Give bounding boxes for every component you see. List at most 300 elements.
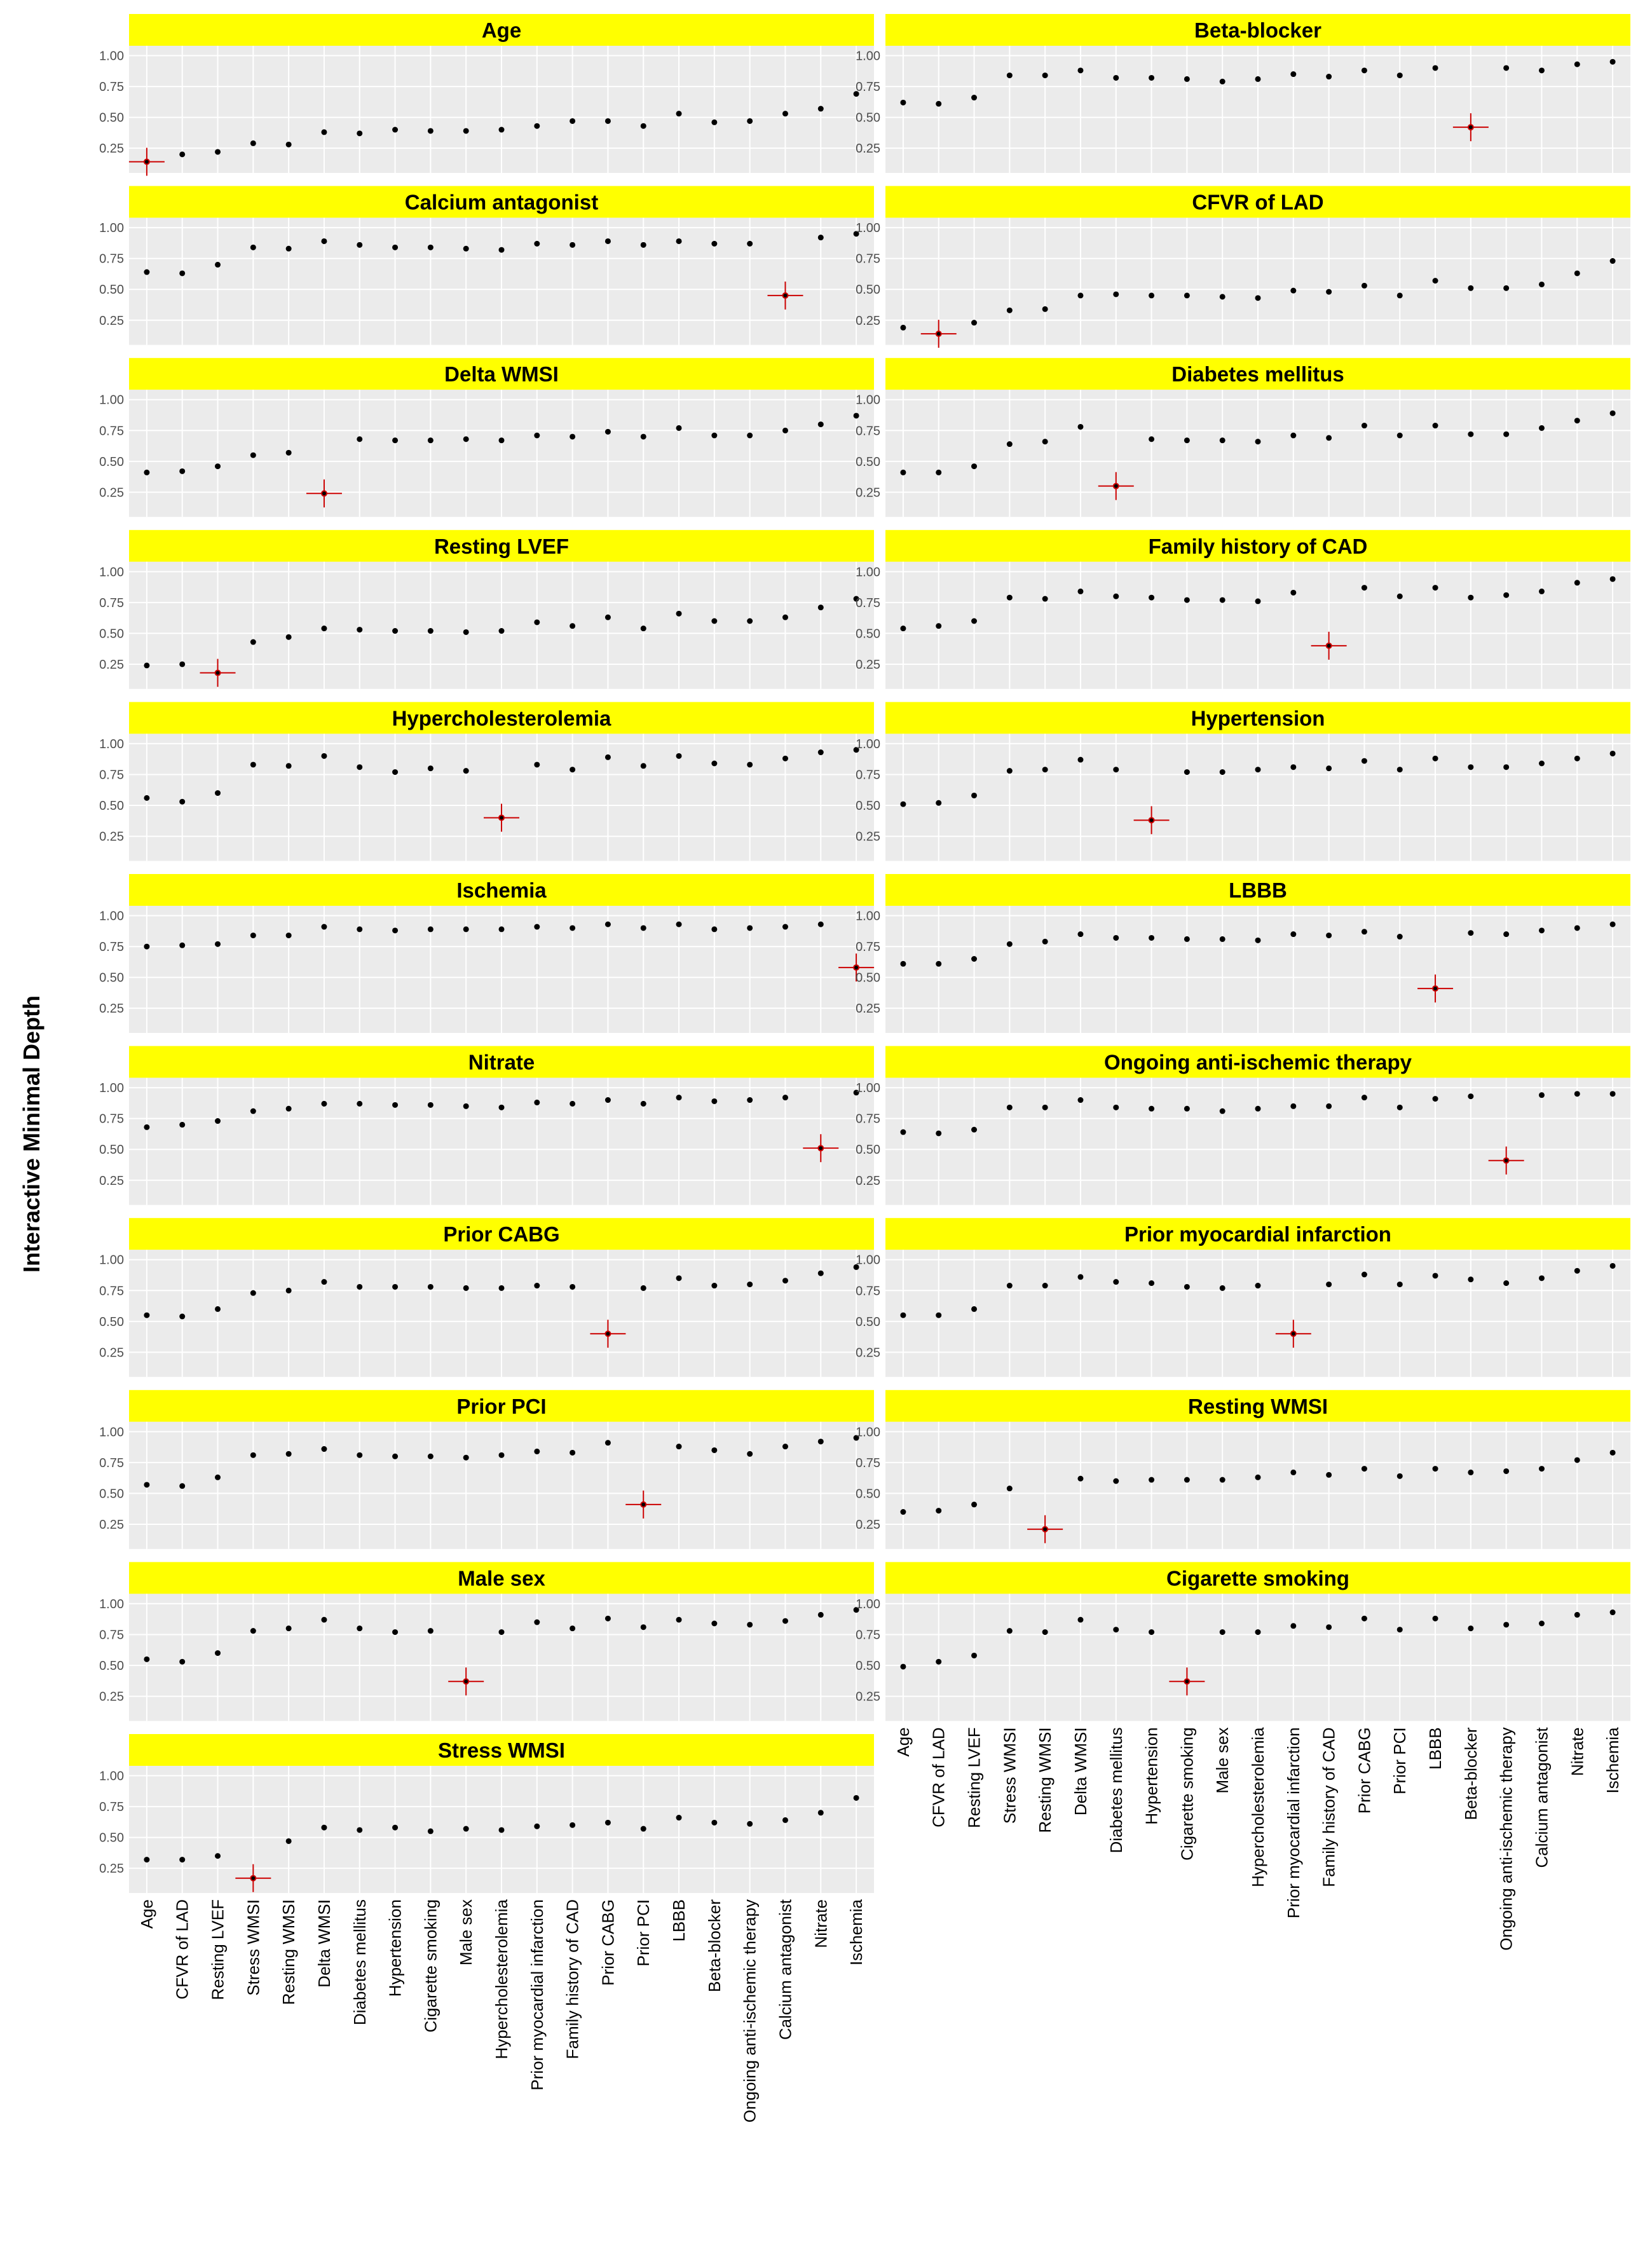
data-point bbox=[1290, 590, 1296, 596]
data-point bbox=[818, 605, 824, 610]
y-tick-label: 1.00 bbox=[856, 221, 880, 236]
data-point bbox=[641, 434, 646, 439]
data-point bbox=[605, 429, 611, 435]
data-point bbox=[215, 1853, 221, 1859]
data-point bbox=[1503, 285, 1509, 291]
data-point bbox=[641, 763, 646, 769]
data-point bbox=[1326, 289, 1332, 295]
data-point bbox=[1042, 1105, 1048, 1110]
data-point bbox=[250, 639, 256, 645]
data-point bbox=[1042, 596, 1048, 602]
x-tick-label: Beta-blocker bbox=[1461, 1727, 1480, 1821]
data-point bbox=[936, 623, 941, 629]
data-point bbox=[1610, 411, 1616, 416]
x-tick-label: Resting LVEF bbox=[964, 1727, 984, 1828]
data-point bbox=[818, 106, 824, 112]
y-tick-label: 0.50 bbox=[99, 971, 124, 985]
data-point bbox=[179, 1122, 185, 1128]
data-point bbox=[357, 436, 362, 442]
data-point bbox=[250, 1628, 256, 1634]
data-point bbox=[428, 1628, 433, 1634]
y-tick-label: 0.50 bbox=[856, 799, 880, 814]
data-point bbox=[144, 944, 149, 950]
data-point bbox=[1468, 764, 1473, 770]
data-point bbox=[1113, 75, 1119, 81]
data-point bbox=[570, 118, 575, 124]
data-point bbox=[936, 1659, 941, 1665]
data-point bbox=[1007, 941, 1013, 947]
data-point bbox=[1610, 576, 1616, 582]
y-tick-label: 1.00 bbox=[99, 393, 124, 407]
data-point bbox=[782, 1095, 788, 1100]
data-point bbox=[1077, 424, 1083, 430]
y-tick-label: 0.75 bbox=[856, 596, 880, 610]
data-point bbox=[818, 421, 824, 427]
data-point bbox=[854, 413, 859, 418]
data-point bbox=[676, 425, 682, 431]
data-point bbox=[215, 149, 221, 154]
data-point-center bbox=[606, 1332, 610, 1336]
data-point bbox=[1255, 76, 1261, 82]
data-point bbox=[1184, 769, 1190, 775]
y-tick-label: 0.75 bbox=[99, 596, 124, 610]
data-point bbox=[1077, 67, 1083, 73]
y-tick-label: 0.50 bbox=[99, 283, 124, 297]
data-point bbox=[711, 1283, 717, 1288]
data-point bbox=[357, 1101, 362, 1107]
data-point bbox=[1539, 589, 1545, 594]
data-point bbox=[286, 932, 292, 938]
data-point bbox=[499, 1827, 505, 1833]
data-point bbox=[534, 123, 540, 129]
data-point bbox=[641, 242, 646, 248]
data-point bbox=[1503, 65, 1509, 71]
data-point bbox=[144, 270, 149, 275]
data-point-center bbox=[1327, 644, 1331, 648]
data-point bbox=[1042, 939, 1048, 945]
data-point bbox=[392, 127, 398, 133]
data-point bbox=[1503, 592, 1509, 598]
data-point bbox=[357, 242, 362, 248]
data-point bbox=[1539, 282, 1545, 287]
data-point bbox=[1433, 756, 1438, 762]
data-point bbox=[1113, 1479, 1119, 1484]
data-point bbox=[900, 625, 906, 631]
data-point bbox=[534, 1283, 540, 1288]
y-tick-label: 0.50 bbox=[856, 971, 880, 985]
y-axis-label: Interactive Minimal Depth bbox=[18, 995, 44, 1273]
data-point bbox=[1326, 932, 1332, 938]
data-point-center bbox=[216, 671, 220, 675]
data-point bbox=[1007, 595, 1013, 601]
data-point bbox=[747, 925, 753, 931]
data-point bbox=[1184, 936, 1190, 942]
data-point bbox=[1362, 929, 1367, 934]
data-point bbox=[499, 926, 505, 932]
data-point bbox=[782, 924, 788, 930]
panel-title: CFVR of LAD bbox=[1192, 190, 1324, 214]
y-tick-label: 0.75 bbox=[856, 424, 880, 439]
data-point bbox=[1290, 764, 1296, 770]
data-point bbox=[428, 1454, 433, 1459]
data-point bbox=[1503, 1468, 1509, 1474]
data-point bbox=[1326, 435, 1332, 441]
data-point bbox=[463, 246, 469, 252]
data-point-center bbox=[145, 160, 149, 164]
data-point bbox=[321, 129, 327, 135]
y-tick-label: 0.50 bbox=[99, 1315, 124, 1329]
data-point bbox=[900, 1130, 906, 1135]
data-point bbox=[463, 1455, 469, 1461]
data-point bbox=[321, 1825, 327, 1831]
data-point bbox=[1255, 295, 1261, 301]
data-point bbox=[605, 118, 611, 124]
y-tick-label: 0.75 bbox=[99, 1800, 124, 1815]
data-point bbox=[534, 762, 540, 767]
data-point bbox=[250, 453, 256, 458]
data-point bbox=[1433, 1096, 1438, 1102]
x-tick-label: Ischemia bbox=[1603, 1727, 1623, 1794]
data-point bbox=[1149, 75, 1154, 81]
data-point bbox=[1326, 765, 1332, 771]
data-point bbox=[1362, 67, 1367, 73]
data-point bbox=[1468, 1276, 1473, 1282]
data-point bbox=[1255, 1475, 1261, 1480]
data-point bbox=[357, 130, 362, 136]
data-point bbox=[1397, 292, 1403, 298]
data-point bbox=[570, 925, 575, 931]
data-point bbox=[321, 625, 327, 631]
data-point-center bbox=[1043, 1527, 1047, 1531]
data-point bbox=[1042, 1629, 1048, 1635]
panel-title: LBBB bbox=[1229, 878, 1287, 902]
x-tick-label: Hypertension bbox=[385, 1899, 405, 1997]
data-point bbox=[747, 1281, 753, 1287]
data-point bbox=[1433, 1616, 1438, 1622]
y-tick-label: 1.00 bbox=[856, 1081, 880, 1096]
data-point bbox=[1539, 425, 1545, 431]
data-point bbox=[1362, 283, 1367, 289]
data-point bbox=[144, 795, 149, 801]
data-point bbox=[1433, 1273, 1438, 1278]
data-point bbox=[1574, 1457, 1580, 1463]
data-point bbox=[1255, 439, 1261, 444]
data-point bbox=[747, 118, 753, 124]
data-point bbox=[1574, 580, 1580, 585]
x-tick-label: Nitrate bbox=[811, 1899, 831, 1948]
y-tick-label: 1.00 bbox=[99, 221, 124, 236]
data-point bbox=[1610, 1450, 1616, 1456]
data-point bbox=[428, 926, 433, 932]
data-point bbox=[463, 1826, 469, 1832]
data-point bbox=[782, 615, 788, 620]
x-tick-label: LBBB bbox=[1426, 1727, 1445, 1770]
data-point bbox=[971, 320, 977, 325]
data-point bbox=[782, 428, 788, 434]
data-point bbox=[1433, 1466, 1438, 1472]
y-tick-label: 0.25 bbox=[99, 1517, 124, 1532]
data-point bbox=[1113, 1627, 1119, 1632]
data-point bbox=[1574, 756, 1580, 762]
data-point bbox=[1326, 1624, 1332, 1630]
data-point bbox=[144, 662, 149, 668]
data-point bbox=[1574, 1091, 1580, 1096]
data-point bbox=[1184, 292, 1190, 298]
data-point bbox=[1007, 441, 1013, 447]
data-point-center bbox=[1505, 1159, 1508, 1163]
data-point bbox=[534, 1100, 540, 1105]
data-point bbox=[1468, 1470, 1473, 1475]
data-point bbox=[747, 1451, 753, 1457]
data-point bbox=[321, 1446, 327, 1452]
data-point bbox=[1574, 62, 1580, 67]
data-point bbox=[1007, 1283, 1013, 1288]
data-point bbox=[1362, 758, 1367, 764]
y-tick-label: 0.75 bbox=[99, 252, 124, 266]
data-point bbox=[1220, 1285, 1225, 1291]
data-point bbox=[1326, 1281, 1332, 1287]
y-tick-label: 0.50 bbox=[99, 799, 124, 814]
data-point bbox=[215, 1306, 221, 1312]
data-point bbox=[357, 1452, 362, 1458]
data-point bbox=[1362, 1272, 1367, 1278]
data-point bbox=[747, 433, 753, 439]
data-point bbox=[463, 128, 469, 133]
data-point bbox=[215, 790, 221, 796]
data-point bbox=[605, 922, 611, 927]
data-point bbox=[321, 238, 327, 244]
data-point bbox=[936, 1130, 941, 1136]
data-point bbox=[1539, 1621, 1545, 1627]
data-point bbox=[1113, 767, 1119, 772]
panel-title: Stress WMSI bbox=[438, 1739, 565, 1762]
data-point bbox=[1220, 1629, 1225, 1635]
data-point bbox=[1077, 1097, 1083, 1103]
data-point bbox=[641, 625, 646, 631]
y-tick-label: 1.00 bbox=[856, 737, 880, 751]
panel-title: Resting LVEF bbox=[433, 534, 570, 558]
data-point bbox=[1220, 936, 1225, 942]
data-point bbox=[1220, 294, 1225, 299]
data-point bbox=[818, 1271, 824, 1276]
data-point bbox=[936, 470, 941, 475]
data-point bbox=[1007, 1105, 1013, 1110]
data-point bbox=[711, 1820, 717, 1826]
x-tick-label: Hypercholesterolemia bbox=[492, 1899, 511, 2060]
data-point bbox=[144, 1124, 149, 1130]
data-point bbox=[936, 800, 941, 806]
y-tick-label: 1.00 bbox=[99, 909, 124, 924]
data-point bbox=[144, 1482, 149, 1487]
data-point bbox=[286, 1838, 292, 1844]
data-point bbox=[250, 1452, 256, 1458]
data-point bbox=[534, 619, 540, 625]
x-tick-label: Ongoing anti-ischemic therapy bbox=[740, 1899, 760, 2123]
data-point bbox=[499, 1105, 505, 1110]
panel-title: Prior myocardial infarction bbox=[1124, 1222, 1391, 1247]
data-point bbox=[321, 753, 327, 759]
data-point bbox=[782, 1817, 788, 1823]
data-point bbox=[570, 1625, 575, 1631]
data-point bbox=[711, 1098, 717, 1104]
data-point bbox=[1610, 258, 1616, 264]
data-point bbox=[357, 627, 362, 632]
data-point bbox=[711, 926, 717, 932]
x-tick-label: Beta-blocker bbox=[704, 1899, 724, 1992]
y-tick-label: 1.00 bbox=[99, 1081, 124, 1096]
data-point bbox=[215, 262, 221, 268]
data-point bbox=[1077, 757, 1083, 763]
data-point bbox=[605, 755, 611, 760]
data-point bbox=[250, 245, 256, 250]
data-point bbox=[428, 128, 433, 133]
data-point bbox=[179, 1659, 185, 1665]
data-point bbox=[1503, 1622, 1509, 1627]
data-point bbox=[1184, 1284, 1190, 1290]
data-point bbox=[1610, 1091, 1616, 1096]
x-tick-label: Prior PCI bbox=[1390, 1727, 1410, 1794]
data-point bbox=[971, 618, 977, 624]
data-point bbox=[1042, 306, 1048, 312]
data-point bbox=[215, 463, 221, 469]
data-point bbox=[428, 765, 433, 771]
data-point bbox=[605, 615, 611, 620]
data-point bbox=[1184, 1106, 1190, 1112]
data-point bbox=[605, 1820, 611, 1826]
data-point bbox=[641, 1826, 646, 1832]
x-tick-label: Resting LVEF bbox=[208, 1899, 228, 2000]
data-point bbox=[392, 769, 398, 775]
x-tick-label: Prior CABG bbox=[598, 1899, 618, 1986]
data-point bbox=[1220, 769, 1225, 775]
data-point bbox=[936, 1508, 941, 1513]
data-point bbox=[570, 1101, 575, 1107]
data-point bbox=[1007, 72, 1013, 78]
x-tick-label: Stress WMSI bbox=[243, 1899, 263, 1996]
data-point bbox=[250, 1109, 256, 1114]
data-point bbox=[1610, 1263, 1616, 1269]
data-point bbox=[1042, 767, 1048, 772]
data-point bbox=[463, 436, 469, 442]
panel-title: Resting WMSI bbox=[1188, 1394, 1328, 1418]
data-point bbox=[499, 127, 505, 133]
data-point bbox=[179, 799, 185, 805]
y-tick-label: 0.75 bbox=[856, 80, 880, 95]
data-point bbox=[900, 1313, 906, 1318]
y-tick-label: 0.50 bbox=[99, 111, 124, 125]
data-point bbox=[179, 151, 185, 157]
data-point bbox=[971, 956, 977, 962]
y-tick-label: 0.25 bbox=[99, 486, 124, 500]
data-point bbox=[1610, 1609, 1616, 1615]
data-point-center bbox=[1292, 1332, 1295, 1336]
data-point bbox=[1184, 597, 1190, 603]
data-point bbox=[392, 628, 398, 634]
data-point bbox=[641, 925, 646, 931]
data-point bbox=[286, 1625, 292, 1631]
data-point bbox=[711, 120, 717, 125]
data-point bbox=[1397, 433, 1403, 439]
data-point bbox=[392, 1629, 398, 1635]
data-point bbox=[250, 932, 256, 938]
data-point bbox=[570, 623, 575, 629]
data-point-center bbox=[819, 1146, 823, 1150]
y-tick-label: 0.25 bbox=[856, 313, 880, 328]
data-point bbox=[534, 1620, 540, 1625]
data-point bbox=[392, 1454, 398, 1459]
y-tick-label: 0.75 bbox=[99, 940, 124, 955]
y-tick-label: 0.50 bbox=[99, 627, 124, 641]
data-point bbox=[1149, 1629, 1154, 1635]
panel-title: Age bbox=[481, 18, 522, 42]
data-point bbox=[1468, 930, 1473, 936]
data-point bbox=[428, 1284, 433, 1290]
y-tick-label: 0.50 bbox=[99, 1143, 124, 1158]
x-tick-label: Resting WMSI bbox=[1035, 1727, 1055, 1833]
data-point bbox=[1397, 1627, 1403, 1632]
y-tick-label: 0.25 bbox=[856, 142, 880, 156]
data-point bbox=[711, 241, 717, 247]
data-point-center bbox=[854, 966, 858, 969]
x-tick-label: Family history of CAD bbox=[563, 1899, 582, 2060]
data-point bbox=[534, 1824, 540, 1829]
data-point bbox=[1113, 594, 1119, 599]
data-point bbox=[463, 1285, 469, 1291]
y-tick-label: 1.00 bbox=[856, 909, 880, 924]
data-point bbox=[392, 927, 398, 933]
data-point bbox=[1290, 433, 1296, 439]
data-point bbox=[971, 1127, 977, 1133]
data-point bbox=[971, 463, 977, 469]
y-tick-label: 0.25 bbox=[99, 313, 124, 328]
y-tick-label: 0.25 bbox=[99, 830, 124, 844]
panel-title: Diabetes mellitus bbox=[1171, 362, 1344, 386]
y-tick-label: 0.75 bbox=[99, 1456, 124, 1470]
data-point bbox=[428, 437, 433, 443]
data-point bbox=[782, 1278, 788, 1283]
data-point bbox=[936, 1313, 941, 1318]
data-point bbox=[711, 1621, 717, 1627]
data-point bbox=[1184, 437, 1190, 443]
data-point bbox=[676, 238, 682, 244]
data-point bbox=[570, 242, 575, 248]
data-point bbox=[570, 1822, 575, 1828]
y-tick-label: 0.25 bbox=[99, 1173, 124, 1188]
data-point bbox=[1077, 1476, 1083, 1482]
data-point bbox=[428, 245, 433, 250]
data-point bbox=[1397, 594, 1403, 599]
data-point bbox=[1077, 931, 1083, 937]
data-point bbox=[1397, 1105, 1403, 1110]
y-tick-label: 1.00 bbox=[99, 1253, 124, 1267]
data-point bbox=[605, 1097, 611, 1103]
data-point bbox=[534, 924, 540, 930]
data-point bbox=[1574, 1268, 1580, 1274]
y-tick-label: 0.25 bbox=[99, 1002, 124, 1016]
y-tick-label: 1.00 bbox=[856, 49, 880, 64]
data-point bbox=[676, 611, 682, 617]
data-point bbox=[1397, 1281, 1403, 1287]
x-tick-label: Calcium antagonist bbox=[1532, 1727, 1552, 1868]
y-tick-label: 0.50 bbox=[856, 1659, 880, 1674]
panel-title: Beta-blocker bbox=[1194, 18, 1321, 42]
y-tick-label: 0.25 bbox=[99, 142, 124, 156]
x-tick-label: Prior PCI bbox=[634, 1899, 653, 1967]
data-point bbox=[971, 1653, 977, 1658]
data-point bbox=[1539, 1092, 1545, 1098]
data-point bbox=[357, 1827, 362, 1833]
data-point bbox=[1539, 927, 1545, 933]
